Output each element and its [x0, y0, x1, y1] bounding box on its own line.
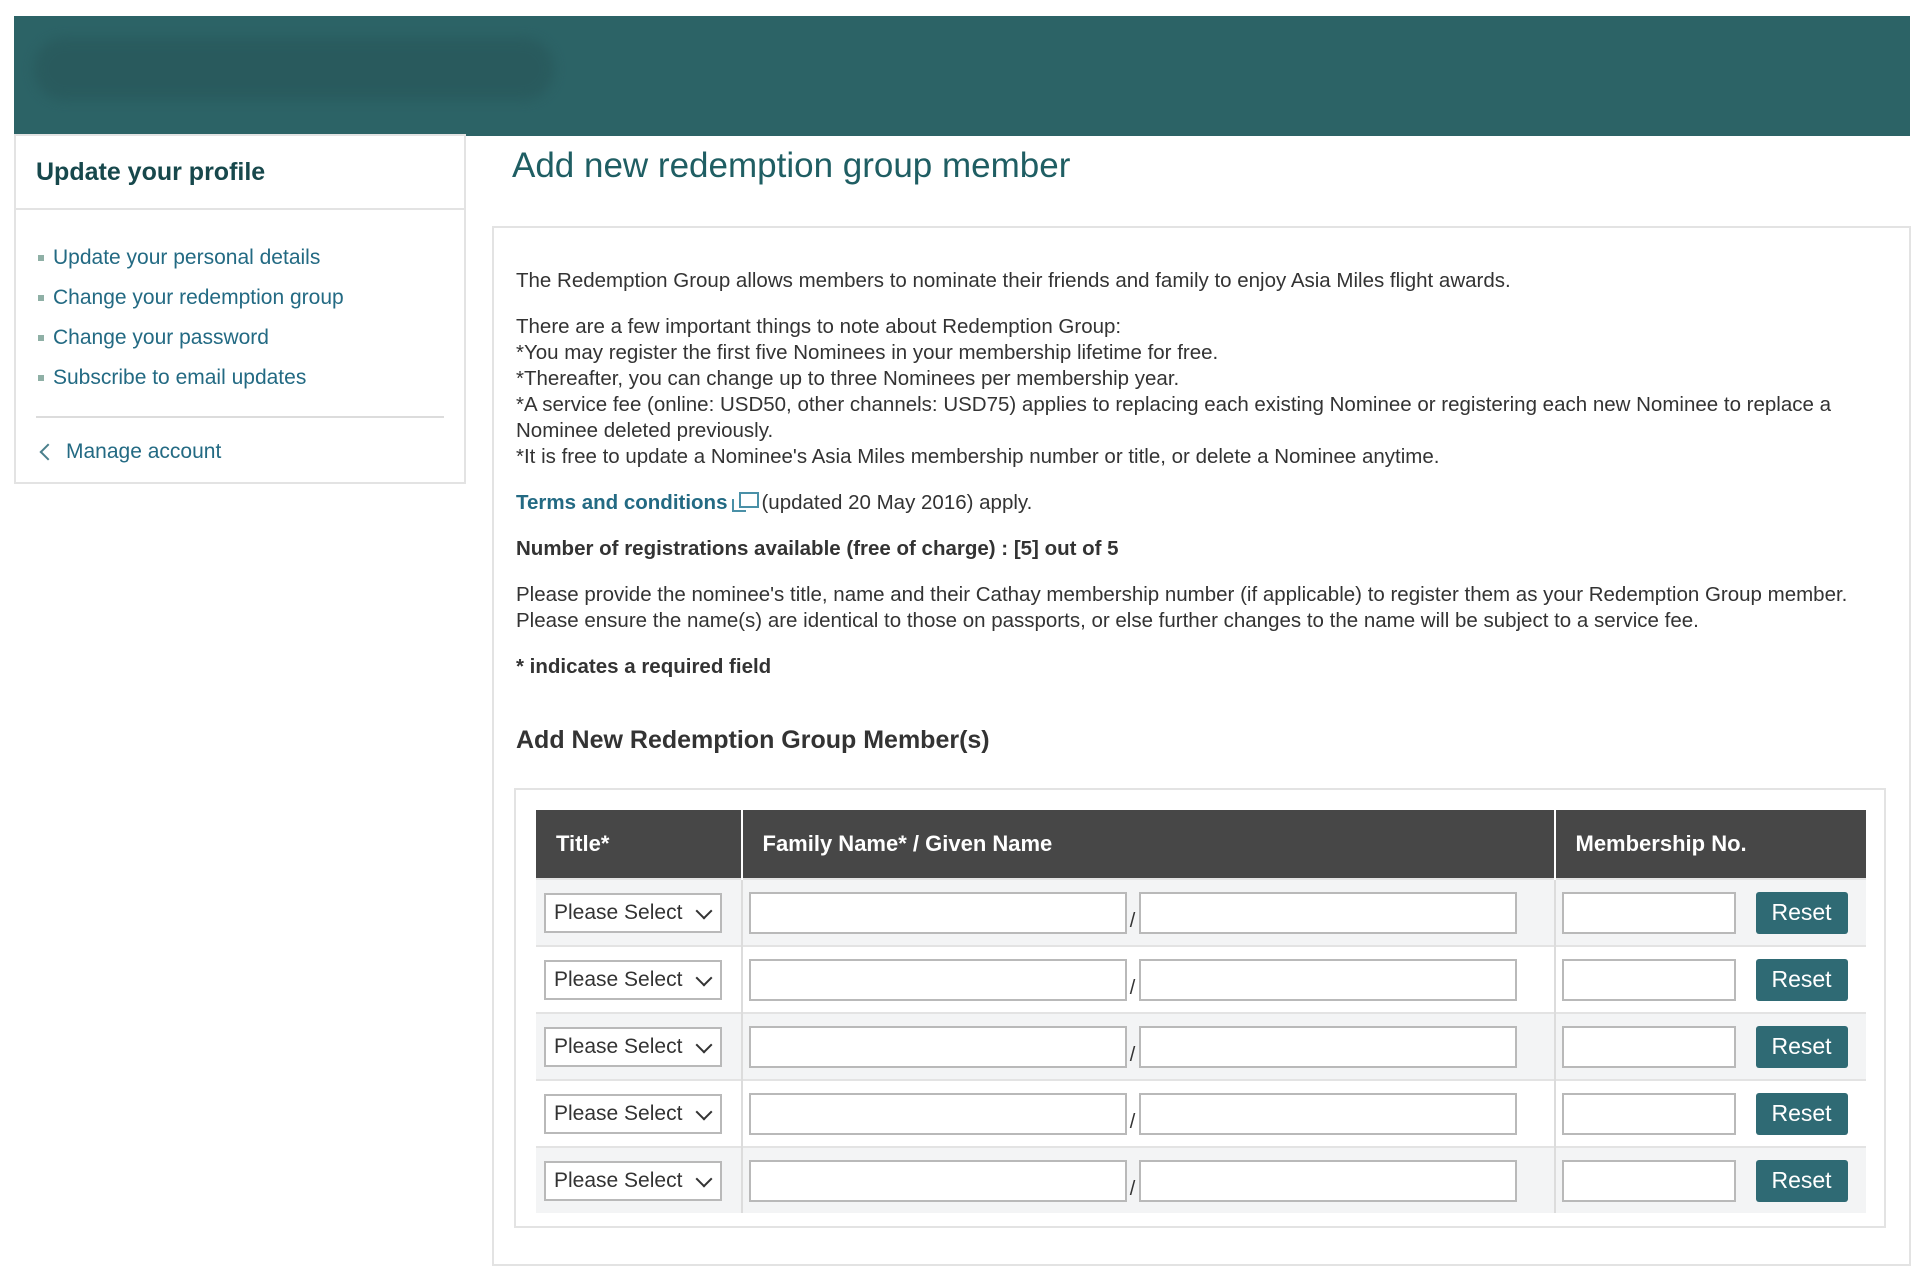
- given-name-input[interactable]: [1139, 1093, 1517, 1135]
- title-select[interactable]: [544, 893, 722, 933]
- chevron-down-icon: [696, 1170, 713, 1187]
- table-row: [536, 879, 1866, 946]
- instructions-text: Please provide the nominee's title, name and their Cathay membership number (if applicable) to register them as your Redemption Group member. Please ensure the name(s) are identical to those on passports, or else further changes to the name will be subject to a service fee.: [516, 583, 1848, 632]
- column-header-name: Family Name* / Given Name: [742, 810, 1555, 879]
- sidebar-title: Update your profile: [16, 136, 464, 210]
- membership-number-input[interactable]: [1562, 892, 1736, 934]
- section-title: Add New Redemption Group Member(s): [516, 726, 990, 754]
- chevron-down-icon: [696, 1036, 713, 1053]
- chevron-down-icon: [696, 902, 713, 919]
- chevron-left-icon: [40, 444, 57, 461]
- main-content-panel: [492, 226, 1911, 1266]
- family-name-input[interactable]: [749, 1160, 1127, 1202]
- title-select-value: Please Select: [554, 967, 683, 991]
- sidebar-item-personal-details[interactable]: [36, 238, 464, 278]
- sidebar-item-password[interactable]: [36, 318, 464, 358]
- manage-account-link[interactable]: [36, 440, 464, 464]
- members-form: [514, 788, 1886, 1228]
- bullet-icon: [38, 375, 44, 381]
- membership-number-input[interactable]: [1562, 1093, 1736, 1135]
- title-select-value: Please Select: [554, 900, 683, 924]
- table-row: [536, 1013, 1866, 1080]
- chevron-down-icon: [696, 969, 713, 986]
- page-title: Add new redemption group member: [512, 146, 1071, 185]
- note-item: *Thereafter, you can change up to three Nominees per membership year.: [516, 367, 1180, 390]
- info-text: [516, 268, 1896, 680]
- membership-number-input[interactable]: [1562, 959, 1736, 1001]
- required-note: * indicates a required field: [516, 655, 772, 678]
- name-separator: /: [1129, 1178, 1136, 1200]
- reset-button[interactable]: Reset: [1756, 892, 1848, 934]
- sidebar: [14, 134, 466, 484]
- name-separator: /: [1129, 910, 1136, 932]
- family-name-input[interactable]: [749, 959, 1127, 1001]
- title-select-value: Please Select: [554, 1101, 683, 1125]
- site-header: [14, 16, 1910, 136]
- family-name-input[interactable]: [749, 1026, 1127, 1068]
- note-item: *You may register the first five Nominees in your membership lifetime for free.: [516, 341, 1219, 364]
- terms-link[interactable]: Terms and conditions: [516, 491, 728, 514]
- bullet-icon: [38, 295, 44, 301]
- sidebar-item-label: Update your personal details: [53, 246, 321, 269]
- title-select[interactable]: [544, 1027, 722, 1067]
- given-name-input[interactable]: [1139, 959, 1517, 1001]
- title-select[interactable]: [544, 1094, 722, 1134]
- external-window-icon: [731, 492, 757, 512]
- members-table: [536, 810, 1866, 1213]
- title-select[interactable]: [544, 1161, 722, 1201]
- header-logo-blurred: [34, 38, 554, 100]
- sidebar-nav: [16, 210, 464, 398]
- chevron-down-icon: [696, 1103, 713, 1120]
- given-name-input[interactable]: [1139, 1160, 1517, 1202]
- reset-button[interactable]: Reset: [1756, 1160, 1848, 1202]
- membership-number-input[interactable]: [1562, 1160, 1736, 1202]
- title-select-value: Please Select: [554, 1034, 683, 1058]
- note-item: *A service fee (online: USD50, other channels: USD75) applies to replacing each existing Nominee or registering each new Nominee to replace a Nominee deleted previously.: [516, 393, 1831, 442]
- name-separator: /: [1129, 977, 1136, 999]
- sidebar-item-label: Change your password: [53, 326, 269, 349]
- name-separator: /: [1129, 1111, 1136, 1133]
- notes-heading: There are a few important things to note about Redemption Group:: [516, 315, 1122, 338]
- note-item: *It is free to update a Nominee's Asia Miles membership number or title, or delete a Nominee anytime.: [516, 445, 1440, 468]
- sidebar-item-label: Subscribe to email updates: [53, 366, 307, 389]
- table-row: [536, 946, 1866, 1013]
- given-name-input[interactable]: [1139, 892, 1517, 934]
- registrations-available: Number of registrations available (free of charge) : [5] out of 5: [516, 537, 1119, 560]
- table-row: [536, 1080, 1866, 1147]
- terms-line: [516, 490, 1896, 516]
- bullet-icon: [38, 335, 44, 341]
- column-header-membership: Membership No.: [1555, 810, 1867, 879]
- sidebar-item-email-updates[interactable]: [36, 358, 464, 398]
- table-row: [536, 1147, 1866, 1213]
- family-name-input[interactable]: [749, 1093, 1127, 1135]
- name-separator: /: [1129, 1044, 1136, 1066]
- sidebar-item-redemption-group[interactable]: [36, 278, 464, 318]
- reset-button[interactable]: Reset: [1756, 1026, 1848, 1068]
- family-name-input[interactable]: [749, 892, 1127, 934]
- column-header-title: Title*: [536, 810, 742, 879]
- bullet-icon: [38, 255, 44, 261]
- reset-button[interactable]: Reset: [1756, 959, 1848, 1001]
- intro-text: The Redemption Group allows members to nominate their friends and family to enjoy Asia Miles flight awards.: [516, 269, 1511, 292]
- sidebar-item-label: Change your redemption group: [53, 286, 344, 309]
- manage-account-label: Manage account: [66, 440, 222, 463]
- title-select[interactable]: [544, 960, 722, 1000]
- given-name-input[interactable]: [1139, 1026, 1517, 1068]
- reset-button[interactable]: Reset: [1756, 1093, 1848, 1135]
- sidebar-divider: [36, 416, 444, 418]
- title-select-value: Please Select: [554, 1168, 683, 1192]
- terms-suffix: (updated 20 May 2016) apply.: [761, 491, 1033, 514]
- membership-number-input[interactable]: [1562, 1026, 1736, 1068]
